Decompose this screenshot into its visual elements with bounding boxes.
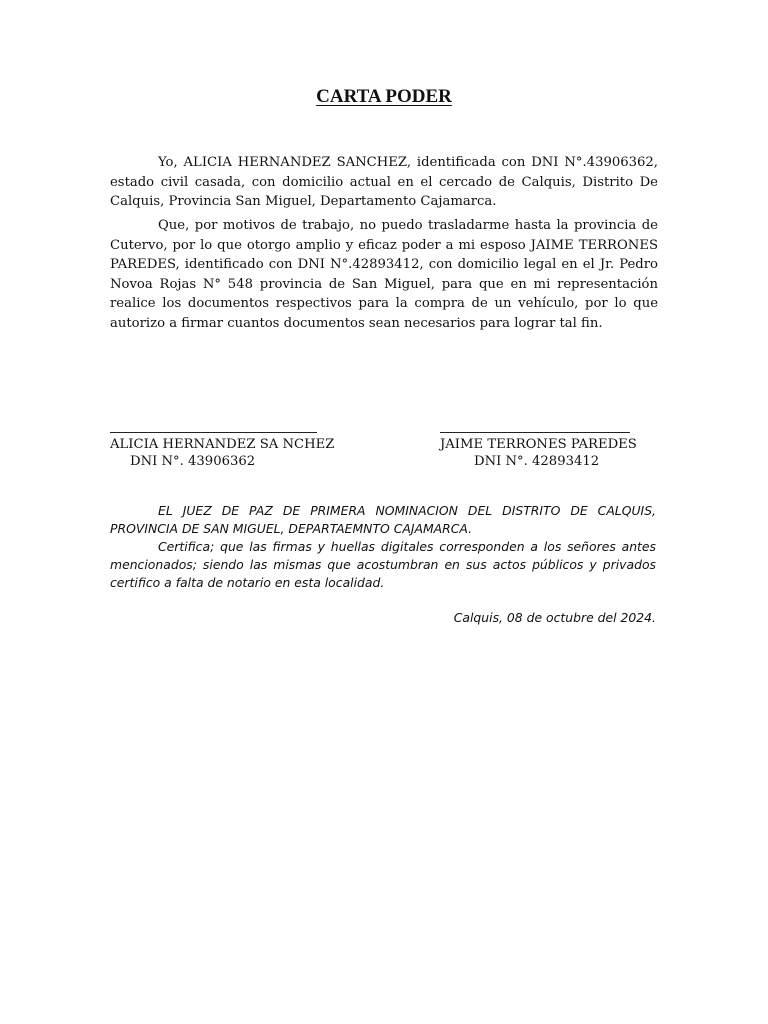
document-title: CARTA PODER	[316, 86, 452, 107]
signature-dni: DNI N°. 43906362	[130, 454, 256, 469]
paragraph-power-grant	[110, 216, 658, 333]
paragraph-text: Que, por motivos de trabajo, no puedo trasladarme hasta la provincia de Cutervo, por lo que otorgo amplio y eficaz poder a mi esposo JAIME TERRONES PAREDES, identificado con DNI N°.42893412, con domicilio legal en el Jr. Pedro Novoa Rojas N° 548 provincia de San Miguel, para que en mi representación realice los documentos respectivos para la compra de un vehículo, por lo que autorizo a firmar cuantos documentos sean necesarios para lograr tal fin.	[110, 218, 658, 331]
place-date: Calquis, 08 de octubre del 2024.	[453, 610, 656, 625]
signature-block-grantor	[110, 432, 335, 470]
signature-name: ALICIA HERNANDEZ SA NCHEZ	[110, 437, 335, 452]
certification-header: EL JUEZ DE PAZ DE PRIMERA NOMINACION DEL DISTRITO DE CALQUIS, PROVINCIA DE SAN MIGUEL, DEPARTAEMNTO CAJAMARCA.	[110, 503, 656, 536]
signature-name: JAIME TERRONES PAREDES	[440, 437, 637, 452]
paragraph-declarant	[110, 153, 658, 212]
certification-text: Certifica; que las firmas y huellas digitales corresponden a los señores antes mencionados; siendo las mismas que acostumbran en sus actos públicos y privados certifico a falta de notario en esta localidad.	[110, 539, 656, 590]
signature-line	[110, 432, 317, 433]
signature-block-grantee	[440, 432, 640, 470]
paragraph-text: Yo, ALICIA HERNANDEZ SANCHEZ, identificada con DNI N°.43906362, estado civil casada, con domicilio actual en el cercado de Calquis, Distrito De Calquis, Provincia San Miguel, Departamento Cajamarca.	[110, 155, 658, 209]
certification-block	[110, 502, 656, 592]
signature-line	[440, 432, 630, 433]
signature-dni: DNI N°. 42893412	[474, 454, 600, 469]
